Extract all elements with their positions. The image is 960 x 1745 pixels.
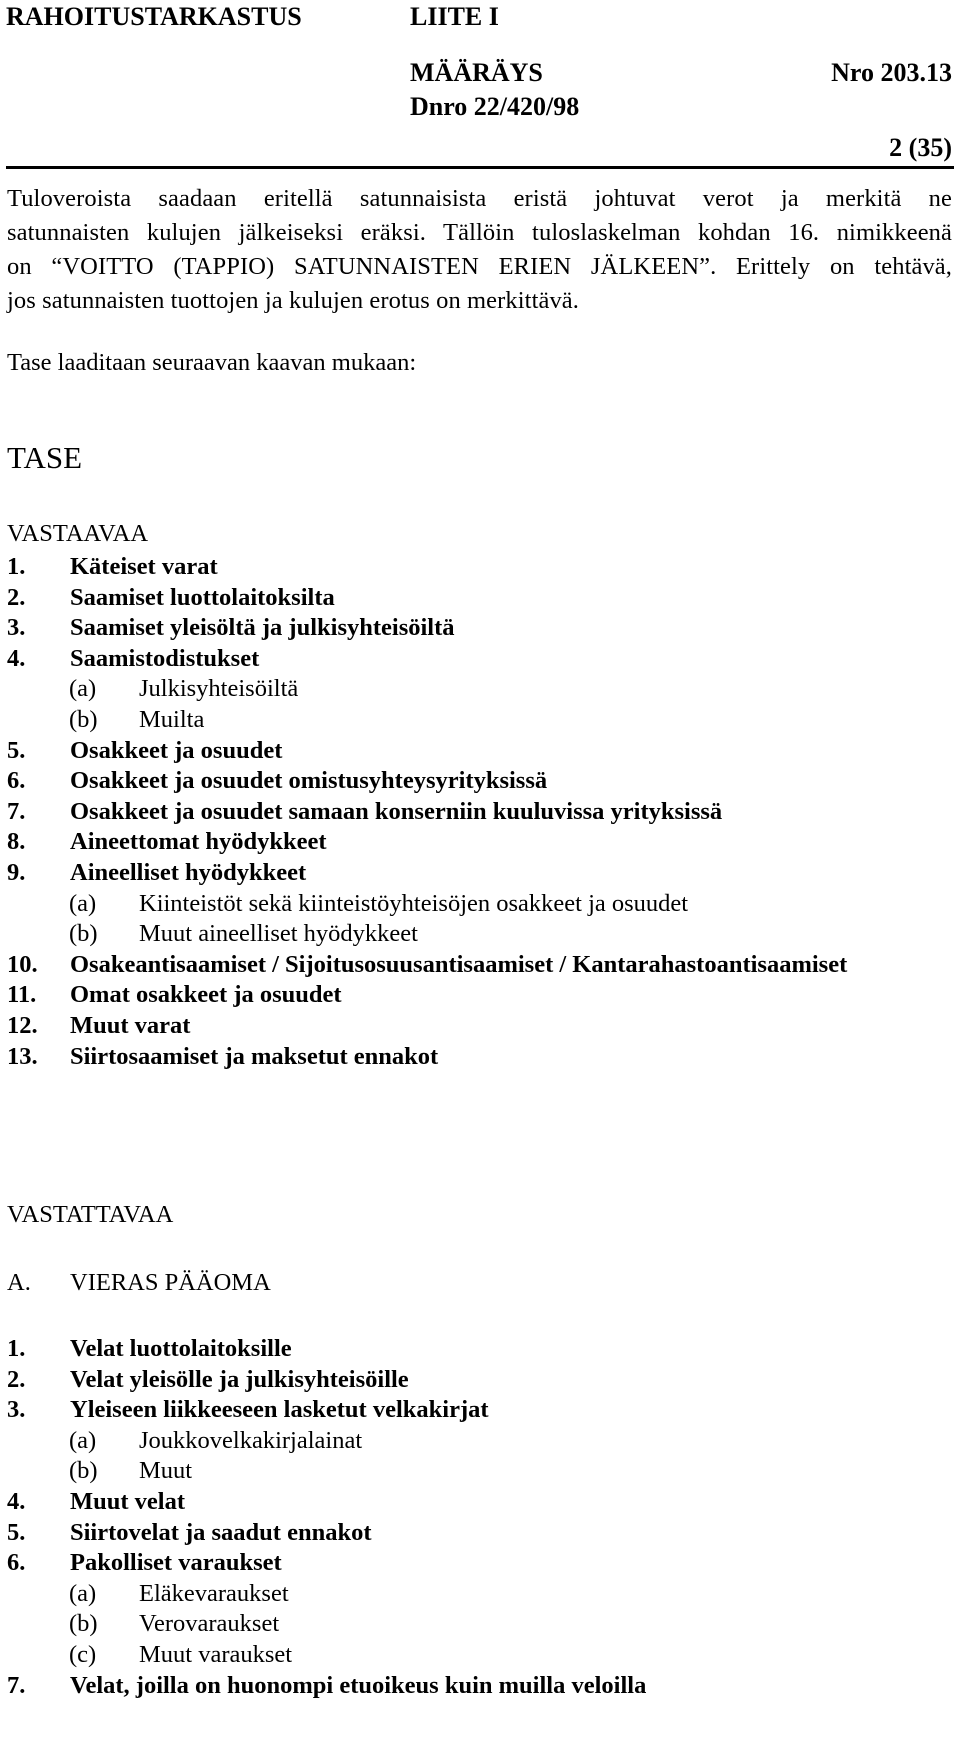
item-number: 2.	[7, 583, 26, 611]
item-label: Pakolliset varaukset	[70, 1549, 282, 1577]
header-divider	[6, 166, 954, 169]
item-label: Osakkeet ja osuudet	[70, 736, 283, 764]
item-number: 6.	[7, 1549, 26, 1577]
item-label: Aineelliset hyödykkeet	[70, 859, 307, 886]
item-number: 2.	[7, 1365, 26, 1393]
sub-item-label: Julkisyhteisöiltä	[139, 675, 299, 703]
list-item	[7, 550, 218, 584]
list-item	[7, 856, 306, 890]
list-item	[7, 795, 722, 829]
sub-item-label: Muut aineelliset hyödykkeet	[139, 920, 418, 948]
list-item	[7, 1393, 489, 1427]
sub-item-label: Muut	[139, 1457, 193, 1485]
vastaavaa-heading: VASTAAVAA	[7, 520, 149, 547]
item-label: Aineettomat hyödykkeet	[70, 828, 327, 856]
item-number: 13.	[7, 1042, 38, 1070]
sub-item	[69, 672, 298, 706]
item-label: Osakeantisaamiset / Sijoitusosuusantisaamiset / Kantarahastoantisaamiset	[70, 950, 848, 978]
item-label: Velat yleisölle ja julkisyhteisöille	[70, 1365, 409, 1393]
sub-item-label: Kiinteistöt sekä kiinteistöyhteisöjen osakkeet ja osuudet	[139, 889, 689, 917]
document-number: Nro 203.13	[831, 58, 952, 87]
sub-item-letter: (a)	[69, 1579, 97, 1607]
item-number: 5.	[7, 1518, 26, 1546]
sub-item-letter: (b)	[69, 920, 98, 948]
item-number: 4.	[7, 1488, 26, 1515]
item-label: Muut velat	[70, 1488, 185, 1515]
item-label: Saamistodistukset	[70, 644, 260, 672]
vieras-paaoma-title: VIERAS PÄÄOMA	[70, 1269, 271, 1296]
item-label: Yleiseen liikkeeseen lasketut velkakirjat	[70, 1396, 489, 1424]
sub-item-letter: (b)	[69, 1457, 98, 1485]
list-item	[7, 1546, 282, 1580]
sub-item-label: Muut varaukset	[139, 1641, 293, 1668]
list-item	[7, 1516, 372, 1550]
item-number: 12.	[7, 1012, 38, 1039]
sub-item-letter: (b)	[69, 1610, 98, 1638]
sub-item-label: Verovaraukset	[139, 1610, 280, 1638]
item-number: 1.	[7, 1335, 26, 1362]
intro-line-2: satunnaisten kulujen jälkeiseksi eräksi. Tällöin tuloslaskelman kohdan 16. nimikkeenä	[7, 219, 952, 246]
sub-item-letter: (a)	[69, 675, 97, 703]
item-label: Omat osakkeet ja osuudet	[70, 981, 342, 1009]
annex-label: LIITE I	[410, 2, 499, 31]
item-number: 6.	[7, 767, 26, 795]
sub-item	[69, 887, 688, 921]
list-item	[7, 1669, 646, 1703]
item-number: 7.	[7, 797, 26, 825]
sub-item-label: Muilta	[139, 706, 205, 733]
item-number: 10.	[7, 950, 38, 978]
intro-line-3: on “VOITTO (TAPPIO) SATUNNAISTEN ERIEN JÄLKEEN”. Erittely on tehtävä,	[7, 253, 952, 280]
item-label: Siirtosaamiset ja maksetut ennakot	[70, 1042, 439, 1070]
item-number: 1.	[7, 553, 26, 580]
intro-line-1: Tuloveroista saadaan eritellä satunnaisista eristä johtuvat verot ja merkitä ne	[7, 185, 952, 212]
list-item	[7, 1485, 185, 1519]
organization-name: RAHOITUSTARKASTUS	[6, 2, 302, 31]
item-label: Siirtovelat ja saadut ennakot	[70, 1518, 372, 1546]
item-label: Osakkeet ja osuudet omistusyhteysyrityksissä	[70, 767, 548, 795]
sub-item	[69, 703, 204, 737]
intro-line-4: jos satunnaisten tuottojen ja kulujen erotus on merkittävä.	[7, 287, 580, 314]
sub-item-letter: (a)	[69, 1426, 97, 1454]
item-label: Saamiset yleisöltä ja julkisyhteisöiltä	[70, 614, 455, 642]
sub-item	[69, 917, 418, 951]
list-item	[7, 1040, 438, 1074]
item-label: Velat, joilla on huonompi etuoikeus kuin muilla veloilla	[70, 1671, 647, 1699]
list-item	[7, 1009, 190, 1043]
sub-item-letter: (c)	[69, 1641, 97, 1668]
sub-item-label: Joukkovelkakirjalainat	[139, 1426, 363, 1454]
item-label: Saamiset luottolaitoksilta	[70, 583, 335, 611]
item-number: 3.	[7, 614, 26, 642]
list-item	[7, 581, 335, 615]
document-type: MÄÄRÄYS	[410, 58, 543, 87]
page-number: 2 (35)	[889, 133, 952, 162]
list-item	[7, 825, 327, 859]
sub-item-label: Eläkevaraukset	[139, 1579, 289, 1607]
sub-item	[69, 1638, 292, 1672]
tase-title: TASE	[7, 440, 83, 475]
list-item	[7, 764, 547, 798]
vieras-paaoma-section-letter: A.	[7, 1269, 31, 1296]
item-number: 11.	[7, 981, 37, 1009]
sub-item-letter: (b)	[69, 706, 98, 733]
list-item	[7, 978, 342, 1012]
list-item	[7, 1363, 409, 1397]
list-item	[7, 948, 847, 982]
tase-intro-text: Tase laaditaan seuraavan kaavan mukaan:	[7, 349, 417, 376]
item-number: 3.	[7, 1396, 26, 1424]
sub-item	[69, 1577, 289, 1611]
item-label: Velat luottolaitoksille	[70, 1335, 292, 1362]
vastattavaa-heading: VASTATTAVAA	[7, 1201, 174, 1228]
item-label: Käteiset varat	[70, 553, 218, 580]
item-label: Osakkeet ja osuudet samaan konserniin kuuluvissa yrityksissä	[70, 797, 723, 825]
list-item	[7, 1332, 292, 1366]
sub-item	[69, 1454, 192, 1488]
item-number: 8.	[7, 828, 26, 856]
document-reference: Dnro 22/420/98	[410, 92, 580, 121]
item-number: 5.	[7, 736, 26, 764]
item-number: 4.	[7, 644, 26, 672]
item-number: 9.	[7, 859, 26, 886]
list-item	[7, 611, 455, 645]
item-label: Muut varat	[70, 1012, 191, 1039]
list-item	[7, 642, 259, 676]
item-number: 7.	[7, 1671, 26, 1699]
list-item	[7, 734, 282, 768]
sub-item	[69, 1424, 362, 1458]
sub-item	[69, 1607, 279, 1641]
sub-item-letter: (a)	[69, 889, 97, 917]
